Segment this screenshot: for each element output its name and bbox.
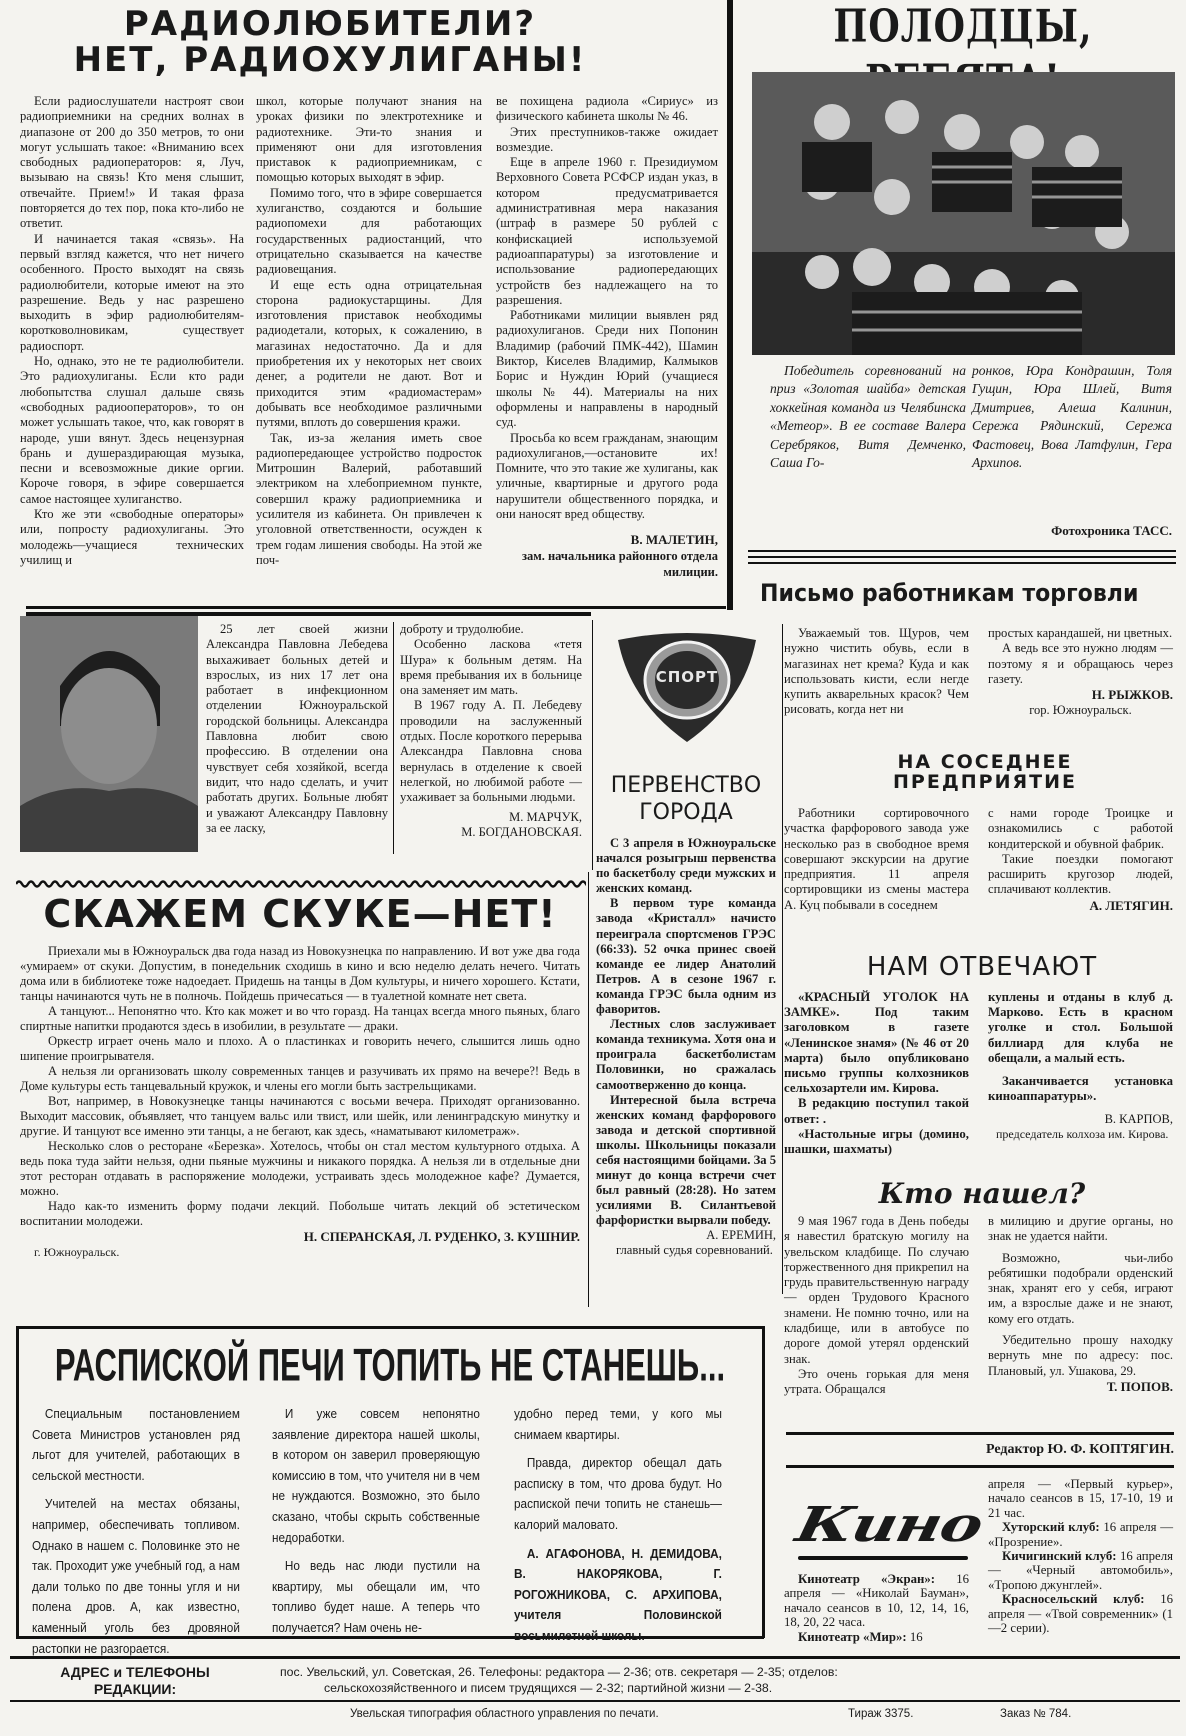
paragraph: Убедительно прошу находку вернуть мне по адресу: пос. Плановый, ул. Ушакова, 29.: [988, 1333, 1173, 1378]
receipt-title: РАСПИСКОЙ ПЕЧИ ТОПИТЬ НЕ СТАНЕШЬ...: [54, 1339, 726, 1391]
paragraph: Интересной была встреча женских команд фарфорового завода и детской спортивной школы. Школьницы показали себя настоящими бойцами. За 5 минут до конца встречи счет был равный (28:28). Но затем усилиями В. Силантьевой фарфористки вырвали победу.: [596, 1092, 776, 1228]
paragraph: Надо как-то изменить форму подачи лекций. Побольше читать лекций об эстетическом воспитании молодежи.: [20, 1199, 580, 1228]
paragraph: Это очень горькая для меня утрата. Обращался: [784, 1366, 969, 1397]
footer-label: [40, 1664, 230, 1698]
cinema-schedule: 16 апреля — «Николай Бауман», начало сеансов в 10, 12, 14, 16, 18, 20, 22 часа.: [784, 1572, 970, 1630]
paragraph: Но, однако, это не те радиолюбители. Это радиохулиганы. Если кто ради любопытства слушал дальше связь «свободных радиооператоров», то он может услышать такое, что, как говорят в народе, уши вянут. Здесь нецензурная брань и душераздирающая музыка, песни и всевозможные дикие оргии. Короче говоря, в эфире совершается самое настоящее хулиганство.: [20, 354, 244, 506]
cinema-entry: [784, 1572, 969, 1630]
paragraph: Если радиослушатели настроят свои радиоприемники на средних волнах в диапазоне от 200 до 350 метров, то они могут услышать такое: «Вниманию всех свободных радиоператоров: я, Луч, вызываю на связь! Кто меня слышит, отвечайте. Прием!» И такая фраза повторяется до тех пор, пока кто-либо не ответит.: [20, 94, 244, 231]
receipt-authors-title: учителя Половинской восьмилетней школы.: [514, 1607, 722, 1643]
divider: [10, 1656, 1180, 1659]
hockey-caption-right: [972, 362, 1172, 472]
paragraph: удобно перед теми, у кого мы снимаем квартиры.: [514, 1406, 722, 1442]
receipt-col-2: [272, 1404, 480, 1639]
cinema-logo: [784, 1497, 988, 1564]
wavy-rule: [16, 879, 586, 889]
paragraph: Уважаемый тов. Щуров, чем нужно чистить обувь, если в магазинах нет крема? Куда и как использовать кисти, если негде купить акварельных красок? Чем рисовать, когда нет ни: [784, 626, 969, 717]
paragraph: 25 лет своей жизни Александра Павловна Лебедева выхаживает больных детей и взрослых, из них 17 лет она работает в инфекционном отделении Южноуральской городской больницы. Александра Павловна любит свою профессию. В отделении она чувствует себя хозяйкой, всегда видит, что надо сделать, и учит работать других. Больные любят и уважают Александру Павловну за ее ласку,: [206, 622, 388, 835]
caption: ронков, Юра Кондрашин, Толя Гущин, Юра Шлей, Витя Дмитриев, Алеша Калинин, Сережа Рядинский, Сережа Фастовец, Вова Латфулин, Гера Архипов.: [972, 363, 1172, 471]
paragraph: Вот, например, в Новокузнецке танцы начинаются с восьми вечера. Приходят организованно. Выходит массовик, объявляет, что танцуем вальс или твист, или шейк, или ленинградскую минутку и другие. И танцуют все именно эти танцы, а не бегают, как здесь, «наматывают километраж».: [20, 1094, 580, 1138]
wavy-divider: [16, 876, 586, 886]
hockey-caption-left: [770, 362, 966, 472]
paragraph: Этих преступников-также ожидает возмездие.: [496, 124, 718, 154]
cinema-title: Кино: [791, 1497, 988, 1553]
paragraph: Такие поездки помогают расширить кругозор людей, сплачивают коллектив.: [988, 851, 1173, 897]
cinema-schedule: 16 апреля — «Черный автомобиль», «Тропою джунглей».: [988, 1549, 1173, 1592]
neighbor-title-line2: ПРЕДПРИЯТИЕ: [893, 771, 1077, 793]
divider: [10, 1700, 1180, 1702]
paragraph: Но ведь нас люди пустили на квартиру, мы обещали им, что топливо будет наше. А теперь что получается? Нам очень не-: [272, 1558, 480, 1635]
footer-label-line1: АДРЕС и ТЕЛЕФОНЫ: [60, 1664, 210, 1680]
divider: [786, 1432, 1174, 1435]
divider: [26, 606, 726, 609]
sport-shield-icon: [612, 632, 762, 744]
paragraph: Несколько слов о ресторане «Березка». Хотелось, чтобы он стал местом культурного отдыха. А ведь пока туда зайти нельзя, одни пьяные мужчины и никакого порядка. А нельзя ли в отдельные дни этот ресторан отдавать в распоряжение молодежи, устраивать здесь молодежное кафе? Думается, можно.: [20, 1139, 580, 1198]
cinema-entry: [988, 1592, 1173, 1635]
paragraph: Кто же эти «свободные операторы» или, попросту радиохулиганы. Это молодежь—учащиеся технических училищ и: [20, 507, 244, 567]
answer-author-title: председатель колхоза им. Кирова.: [996, 1127, 1169, 1142]
paragraph: И еще есть одна отрицательная сторона радиокустарщины. Для изготовления приставок необходимы радиодетали, которых, к сожалению, в магазинах недостаточно. Да и для приобретения их у некоторых нет своих денег, а родители не дают. Вот и приходится этим «радиомастерам» добывать все необходимое различными путями, вплоть до совершения кражи.: [256, 277, 482, 430]
paragraph: в милицию и другие органы, но знак не удается найти.: [988, 1214, 1173, 1244]
paragraph: простых карандашей, ни цветных.: [988, 626, 1173, 640]
paragraph: А танцуют... Непонятно что. Кто как может и во что горазд. На танцах всегда много пьяных, благо спиртные напитки продаются здесь в изобилии, в результате — драки.: [20, 1004, 580, 1033]
divider: [748, 556, 1176, 558]
paragraph: Заканчивается установка киноаппаратуры».: [988, 1074, 1173, 1104]
divider: [588, 872, 589, 1307]
paragraph: Работники сортировочного участка фарфорового завода уже несколько раз в свободное время совершают экскурсии на другие предприятия. 11 апреля сортировщики из смены мастера А. Куц побывали в соседнем: [784, 806, 969, 912]
cinema-entry: [988, 1520, 1173, 1549]
footer-printer: Увельская типография областного управления по печати.: [350, 1708, 659, 1720]
divider: [762, 1326, 765, 1638]
radio-author-title: зам. начальника районного отдела милиции.: [521, 549, 718, 580]
nurse-portrait-image: [20, 616, 198, 852]
found-title: Кто нашел?: [878, 1177, 1086, 1210]
paragraph: куплены и отданы в клуб д. Марково. Есть в красном уголке и стол. Большой биллиард для клуба не обещали, а малый есть.: [988, 990, 1173, 1065]
footer-circulation: Тираж 3375.: [848, 1708, 914, 1720]
letter-col-1: [784, 626, 969, 718]
boredom-title: СКАЖЕМ СКУКЕ—НЕТ!: [43, 892, 557, 936]
paragraph: Приехали мы в Южноуральск два года назад из Новокузнецка по направлению. И вот уже два года «умираем» от скуки. Допустим, в понедельник сходишь в кино и всю неделю делать нечего. Читать дома или в библиотеке тоже надоедает. Придешь на танцы в Дом культуры, и ничего хорошего. Кстати, танцы начинаются чуть не в полночь. Пойдешь причесаться — в туалетной комнате нет света.: [20, 944, 580, 1003]
found-author: Т. ПОПОВ.: [1106, 1378, 1173, 1394]
cinema-entry: [784, 1630, 969, 1644]
answer-col-1: [784, 990, 969, 1157]
boredom-body: [20, 944, 580, 1260]
sport-title-line2: ГОРОДА: [639, 800, 733, 825]
radio-col-1: [20, 94, 244, 568]
paragraph: С 3 апреля в Южноуральске начался розыгрыш первенства по баскетболу среди мужских и женских команд.: [596, 836, 776, 896]
paragraph: А нельзя ли организовать школу современных танцев и разучивать их прямо на вечере?! Ведь в Доме культуры есть танцевальный кружок, и члены его могли быть застрельщиками.: [20, 1064, 580, 1093]
caption: Победитель соревнований на приз «Золотая шайба» детская хоккейная команда из Челябинска «Метеор». В ее составе Валера Серебряков, Витя Демченко, Саша Го-: [770, 363, 966, 471]
radio-col-3: [496, 94, 718, 580]
radio-author: В. МАЛЕТИН,: [630, 532, 718, 548]
divider: [393, 622, 394, 854]
cinema-col-2: [988, 1477, 1173, 1635]
cinema-schedule: 16 апреля — «Прозрение».: [988, 1520, 1174, 1549]
neighbor-author: А. ЛЕТЯГИН.: [1089, 897, 1173, 913]
footer-address-line1: пос. Увельский, ул. Советская, 26. Телефоны: редактора — 2-36; отв. секретаря — 2-35; отделов:: [280, 1665, 838, 1679]
footer-address: [280, 1664, 1180, 1696]
cinema-schedule: апреля — «Первый курьер», начало сеансов в 15, 17-10, 19 и 21 час.: [988, 1477, 1173, 1520]
nurse-col-1: [206, 622, 388, 836]
paragraph: Просьба ко всем гражданам, знающим радиохулиганов,—остановите их! Помните, что это такие же хулиганы, как уличные, квартирные и другого рода нарушители общественного порядка, и они наносят вред обществу.: [496, 430, 718, 522]
answer-col-2: [988, 990, 1173, 1143]
cinema-venue: Кичигинский клуб:: [1002, 1549, 1117, 1564]
paragraph: доброту и трудолюбие.: [400, 622, 524, 636]
hockey-title: ПОЛОДЦЫ,: [833, 0, 1093, 53]
cinema-venue: Хуторский клуб:: [1002, 1520, 1100, 1535]
nurse-author-2: М. БОГДАНОВСКАЯ.: [461, 824, 582, 839]
boredom-authors: Н. СПЕРАНСКАЯ, Л. РУДЕНКО, З. КУШНИР.: [303, 1229, 580, 1244]
cinema-entry: [988, 1549, 1173, 1592]
paragraph: Лестных слов заслуживает команда техникума. Хотя она и проиграла баскетболистам Половинки, но сражалась самоотверженно до конца.: [596, 1017, 776, 1092]
neighbor-col-1: [784, 806, 969, 913]
paragraph: Работниками милиции выявлен ряд радиохулиганов. Среди них Попонин Владимир (рабочий ПМК-442), Шамин Виктор, Киселев Владимир, Калмыков Борис и Нуждин Юрий (учащиеся школы № 44). Материалы на них оформлены и направлены в народный суд.: [496, 308, 718, 430]
paragraph: Оркестр играет очень мало и плохо. А о пластинках и говорить нечего, слышится лишь одно шипение проигрывателя.: [20, 1034, 580, 1063]
nurse-portrait: [20, 616, 198, 852]
divider: [748, 550, 1176, 552]
radio-title: [60, 6, 600, 78]
paragraph: ве похищена радиола «Сириус» из физического кабинета школы № 46.: [496, 94, 718, 124]
footer-label-line2: РЕДАКЦИИ:: [93, 1681, 177, 1697]
cinema-col-1: [784, 1572, 969, 1644]
receipt-signature: [514, 1544, 722, 1647]
editor-line: Редактор Ю. Ф. КОПТЯГИН.: [986, 1442, 1174, 1457]
cinema-schedule: 16 апреля — «Твой современник» (1—2 серии).: [988, 1592, 1173, 1636]
paragraph: школ, которые получают знания на уроках физики по электротехнике и радиотехнике. Эти-то знания и применяют они для изготовления приставок к радиоприемникам, с помощью которых выходят в эфир.: [256, 94, 482, 185]
radio-col-2: [256, 94, 482, 568]
neighbor-title-line1: НА СОСЕДНЕЕ: [897, 751, 1073, 773]
cinema-venue: Красносельский клуб:: [1002, 1592, 1145, 1607]
paragraph: В 1967 году А. П. Лебедеву проводили на заслуженный отдых. После короткого перерыва Александра Павловна снова вернулась в отделение к своей нелегкой, но любимой работе — ухаживает за больными людьми.: [400, 698, 582, 805]
paragraph: В редакцию поступил такой ответ: .: [784, 1096, 969, 1126]
cinema-schedule: 16: [909, 1629, 923, 1644]
paragraph: Специальным постановлением Совета Министров установлен ряд льгот для учителей, работающих в сельской местности.: [32, 1406, 240, 1483]
found-col-2: [988, 1214, 1173, 1395]
radio-title-line2: НЕТ, РАДИОХУЛИГАНЫ!: [73, 40, 587, 80]
receipt-col-1: [32, 1404, 240, 1659]
nurse-col-2: [400, 622, 582, 840]
photo-credit: Фотохроника ТАСС.: [1051, 523, 1172, 538]
boredom-place: г. Южноуральск.: [34, 1245, 120, 1259]
letter-col-2: [988, 626, 1173, 718]
paragraph: Так, из-за желания иметь свое радиопередающее устройство подросток Митрошин Валерий, работавший электриком на хлебоприемном пункте, совершил кражу радиоприемника и усилителя из кабинета. Он привлечен к уголовной ответственности, осужден к трем годам лишения свободы. На этой же поч-: [256, 430, 482, 567]
letter-author: Н. РЫЖКОВ.: [1091, 687, 1173, 703]
sport-title: [594, 772, 778, 826]
paragraph: Помимо того, что в эфире совершается хулиганство, создаются и большие радиопомехи для работающих государственных радиостанций, что отрицательно сказывается на качестве радиовещания.: [256, 185, 482, 277]
divider: [16, 1326, 764, 1329]
paragraph: В первом туре команда завода «Кристалл» начисто переиграла спортсменов ГРЭС (66:33). 52 очка принес своей команде ее лидер Анатолий Петров. А в сезоне 1967 г. команда ГРЭС была одним из фаворитов.: [596, 896, 776, 1017]
hockey-photo-image: [752, 72, 1175, 355]
paragraph: 9 мая 1967 года в День победы я навестил братскую могилу на увельском кладбище. По случаю торжественного дня прикрепил на грудь правительственную награду — орден Трудового Красного знамени. Не помню точно, или на кладбище, или в автобусе по дороге домой утерял орденский знак.: [784, 1214, 969, 1366]
cinema-venue: Кинотеатр «Экран»:: [798, 1572, 936, 1586]
paragraph: Правда, директор обещал дать расписку в том, что дрова будут. Но распиской печи топить не станешь—калорий маловато.: [514, 1455, 722, 1532]
hockey-team-photo: [752, 72, 1175, 355]
sport-emblem: [612, 632, 762, 744]
footer-address-line2: сельскохозяйственного и писем трудящихся — 2-32; партийной жизни — 2-38.: [324, 1681, 773, 1695]
letter-place: гор. Южноуральск.: [1029, 703, 1132, 718]
footer-order: Заказ № 784.: [1000, 1708, 1072, 1720]
answer-title: НАМ ОТВЕЧАЮТ: [866, 952, 1098, 982]
radio-title-line1: РАДИОЛЮБИТЕЛИ?: [123, 4, 537, 44]
paragraph: Еще в апреле 1960 г. Президиумом Верховного Совета РСФСР издан указ, в котором предусматривается административная мера наказания (штраф в размере 50 рублей с конфискацией используемой радиоаппаратуры) за изготовление и использование радиопередающих устройств без надлежащего на то разрешения.: [496, 155, 718, 307]
paragraph: Особенно ласкова «тетя Шура» к больным детям. На время пребывания их в больнице она заменяет им мать.: [400, 637, 582, 698]
sport-emblem-text: СПОРТ: [655, 668, 719, 686]
paragraph: Учителей на местах обязаны, например, обеспечивать топливом. Однако в нашем с. Половинке это не так. Проходит уже учебный год, а нам дали только по две тонны угля и ни полена дров. А, как известно, каменный уголь без дровяной растопки не разгорается.: [32, 1496, 240, 1656]
paragraph: Возможно, чьи-либо ребятишки подобрали орденский знак, хранят его у себя, играют им, а взрослые даже и не знают, кому его отдать.: [988, 1250, 1173, 1326]
letter-title: Письмо работникам торговли: [760, 579, 1139, 607]
receipt-authors: А. АГАФОНОВА, Н. ДЕМИДОВА, В. НАКОРЯКОВА, Г. РОГОЖНИКОВА, С. АРХИПОВА,: [514, 1545, 722, 1602]
sport-author-title: главный судья соревнований.: [616, 1243, 773, 1258]
sport-title-line1: ПЕРВЕНСТВО: [610, 773, 762, 798]
divider: [16, 1326, 19, 1638]
paragraph: А ведь все это нужно людям — поэтому я и обращаюсь через газету.: [988, 641, 1173, 686]
cinema-underline: [798, 1556, 968, 1560]
receipt-col-3: [514, 1404, 722, 1647]
divider: [592, 620, 593, 870]
sport-author: А. ЕРЕМИН,: [706, 1228, 776, 1243]
paragraph: «Настольные игры (домино, шашки, шахматы): [784, 1126, 969, 1157]
paragraph: И начинается такая «связь». На первый взгляд кажется, что нет ничего особенного. Просто выходят на связь радиолюбители, которые имеют на это разрешение. Ведь у нас разрешено выходить в эфир радиолюбителям-коротковолновикам, существует радиоспорт.: [20, 231, 244, 353]
paragraph: с нами городе Троицке и ознакомились с работой кондитерской и обувной фабрик.: [988, 806, 1173, 851]
found-col-1: [784, 1214, 969, 1398]
nurse-author-1: М. МАРЧУК,: [509, 809, 582, 824]
divider: [727, 0, 733, 610]
cinema-venue: Кинотеатр «Мир»:: [798, 1629, 907, 1644]
divider: [786, 1465, 1174, 1468]
neighbor-title: [790, 752, 1180, 792]
paragraph: И уже совсем непонятно заявление директора нашей школы, в котором он заверил проверяющую комиссию в том, что учителя ни в чем не нуждаются. Возможно, это было сказано, чтобы скрыть собственные недоработки.: [272, 1406, 480, 1545]
paragraph: «КРАСНЫЙ УГОЛОК НА ЗАМКЕ». Под таким заголовком в газете «Ленинское знамя» (№ 46 от 20 марта) было опубликовано письмо группы колхозников сельхозартели им. Кирова.: [784, 990, 969, 1096]
answer-author: В. КАРПОВ,: [1104, 1112, 1173, 1127]
divider: [782, 624, 783, 1294]
divider: [748, 562, 1176, 564]
sport-body: [596, 836, 776, 1259]
neighbor-col-2: [988, 806, 1173, 914]
